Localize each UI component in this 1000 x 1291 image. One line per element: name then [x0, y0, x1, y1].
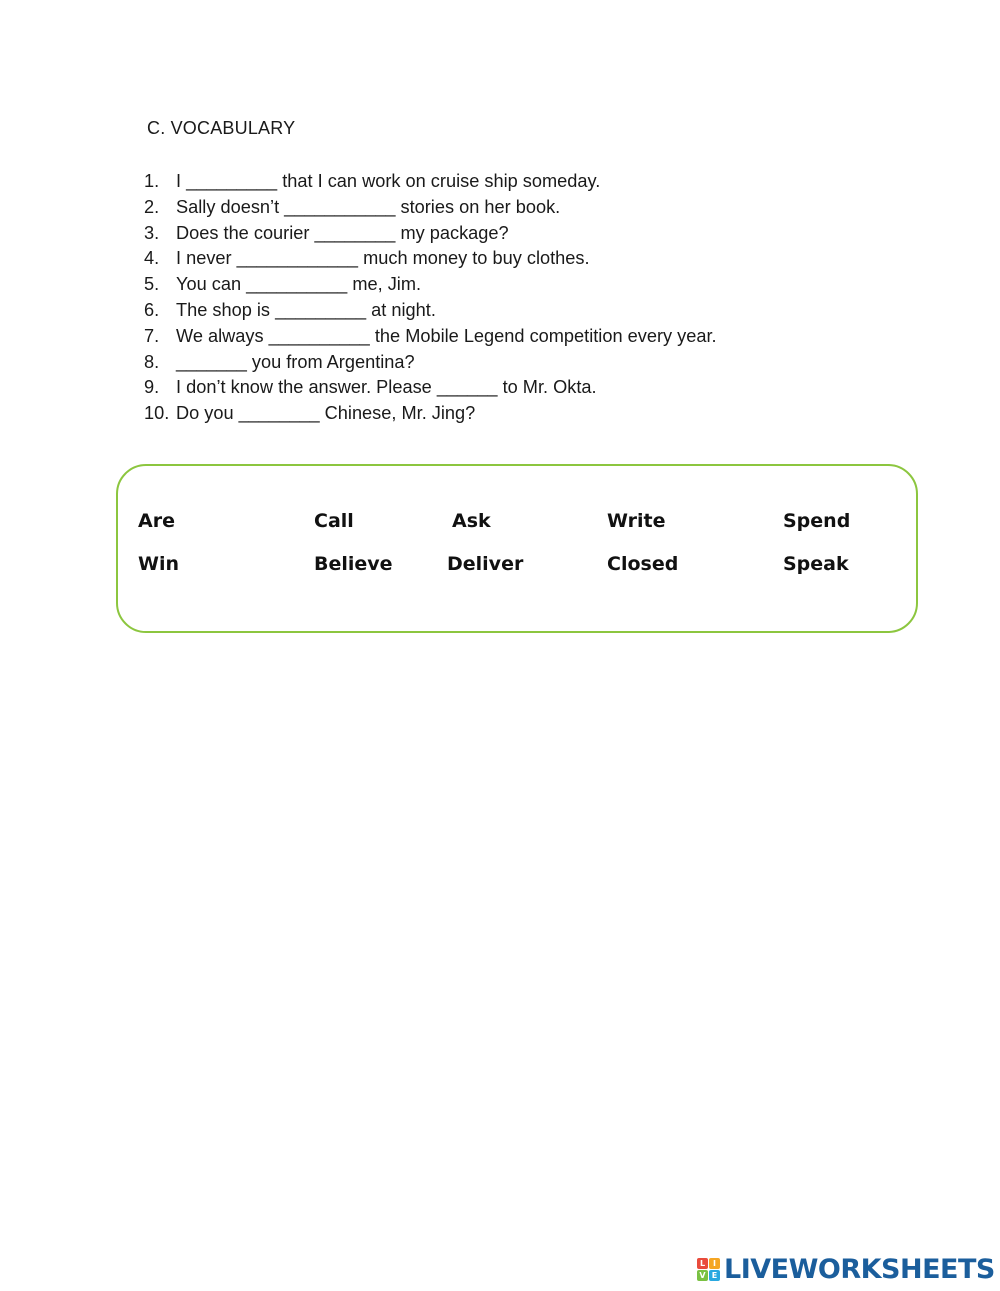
word-bank-item: Spend [783, 510, 851, 532]
question-number: 6. [144, 299, 160, 320]
question-item [144, 298, 717, 324]
logo-mark-tile: I [709, 1258, 720, 1269]
question-text: Do you ________ Chinese, Mr. Jing? [176, 403, 476, 424]
question-number: 3. [144, 222, 160, 243]
question-text: You can __________ me, Jim. [176, 274, 422, 295]
liveworksheets-logo-text: LIVEWORKSHEETS [724, 1254, 995, 1285]
logo-mark-tile: V [697, 1270, 708, 1281]
word-bank-item: Ask [452, 510, 491, 532]
question-list [144, 169, 717, 427]
question-item [144, 195, 717, 221]
question-text: I never ____________ much money to buy clothes. [176, 248, 590, 269]
question-text: I _________ that I can work on cruise ship someday. [176, 171, 601, 191]
question-item [144, 401, 717, 427]
question-text: Sally doesn’t ___________ stories on her book. [176, 196, 561, 217]
question-item [144, 272, 717, 298]
question-text: I don’t know the answer. Please ______ to Mr. Okta. [176, 377, 597, 398]
question-number: 7. [144, 325, 160, 346]
question-number: 4. [144, 248, 160, 269]
question-item [144, 350, 717, 376]
word-bank-item: Speak [783, 553, 849, 575]
word-bank-item: Win [138, 553, 179, 575]
question-item [144, 246, 717, 272]
word-bank-item: Write [607, 510, 666, 532]
question-number: 10. [144, 403, 170, 424]
word-bank-item: Believe [314, 553, 393, 575]
question-item [144, 375, 717, 401]
question-number: 2. [144, 196, 160, 217]
question-number: 8. [144, 351, 160, 372]
question-number: 5. [144, 274, 160, 295]
question-number: 1. [144, 171, 160, 191]
question-text: We always __________ the Mobile Legend competition every year. [176, 325, 717, 346]
question-text: _______ you from Argentina? [176, 351, 415, 372]
question-text: Does the courier ________ my package? [176, 222, 509, 243]
logo-mark-tile: L [697, 1258, 708, 1269]
word-bank-box [116, 464, 918, 633]
word-bank-item: Are [138, 510, 175, 532]
section-heading: C. VOCABULARY [147, 118, 296, 138]
word-bank-item: Deliver [447, 553, 524, 575]
question-item [144, 169, 717, 195]
question-number: 9. [144, 377, 160, 398]
word-bank-item: Call [314, 510, 354, 532]
word-bank-item: Closed [607, 553, 679, 575]
liveworksheets-logo [697, 1254, 995, 1285]
question-text: The shop is _________ at night. [176, 299, 436, 320]
logo-mark-tile: E [709, 1270, 720, 1281]
liveworksheets-logo-mark-icon [697, 1258, 720, 1281]
question-item [144, 221, 717, 247]
question-item [144, 324, 717, 350]
